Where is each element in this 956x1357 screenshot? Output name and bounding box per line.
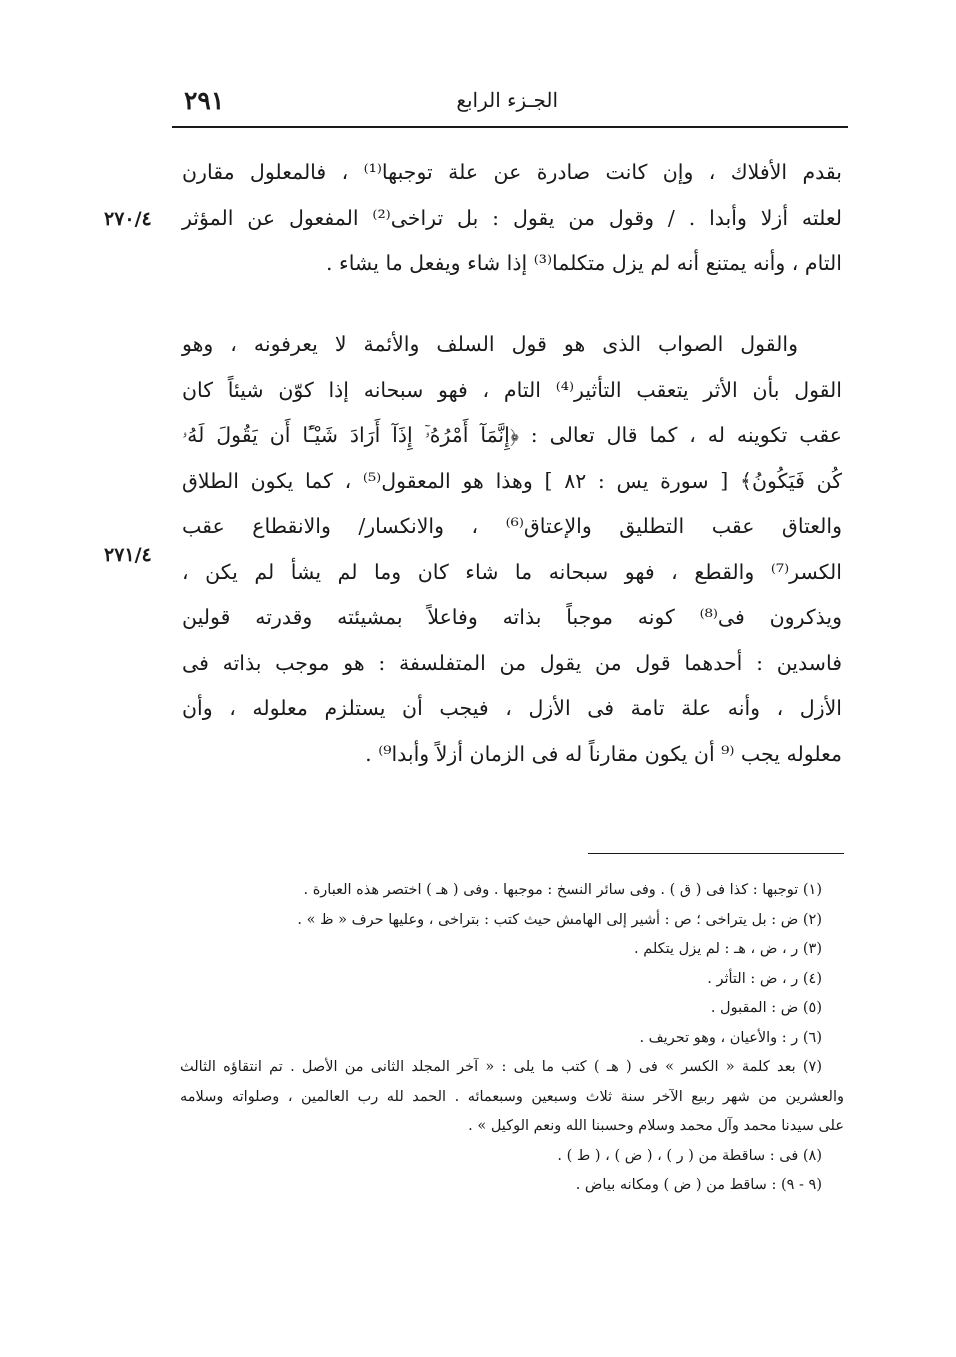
body-line: الأزل ، وأنه علة تامة فى الأزل ، فيجب أن يستلزم معلوله ، وأن [182, 696, 842, 720]
page-header [172, 78, 848, 128]
body-line: القول بأن الأثر يتعقب التأثير⁽⁴⁾ التام ، فهو سبحانه إذا كوّن شيئاً كان [182, 377, 842, 402]
footnote-separator [588, 853, 844, 854]
margin-reference: ٢٧١/٤ [104, 544, 152, 566]
body-line: معلوله يجب ⁽⁹ أن يكون مقارناً له فى الزمان أزلاً وأبدا⁹⁾ . [365, 741, 842, 766]
footnote: (٧) بعد كلمة « الكسر » فى ( هـ ) كتب ما يلى : « آخر المجلد الثانى من الأصل . تم انتقاؤه الثالث [180, 1059, 822, 1075]
footnote: (١) توجبها : كذا فى ( ق ) . وفى سائر النسخ : موجبها . وفى ( هـ ) اختصر هذه العبارة . [303, 882, 822, 898]
body-line: ويذكرون فى⁽⁸⁾ كونه موجباً بذاته وفاعلاً بمشيئته وقدرته قولين [182, 605, 843, 629]
page-number: ٢٩١ [184, 86, 225, 115]
footnote: (٢) ض : بل يتراخى ؛ ص : أشير إلى الهامش حيث كتب : بتراخى ، وعليها حرف « ظ » . [297, 911, 822, 928]
footnotes [180, 876, 844, 1201]
footnote: (٦) ر : والأعيان ، وهو تحريف . [639, 1029, 822, 1046]
body-line: بقدم الأفلاك ، وإن كانت صادرة عن علة توجبها⁽¹⁾ ، فالمعلول مقارن [182, 160, 842, 184]
margin-reference: ٢٧٠/٤ [104, 208, 152, 230]
body-line: الكسر⁽⁷⁾ والقطع ، فهو سبحانه ما شاء كان وما لم يشأ لم يكن ، [182, 559, 842, 584]
footnote: (٤) ر ، ض : التأثر . [707, 970, 822, 987]
body-line: والقول الصواب الذى هو قول السلف والأئمة لا يعرفونه ، وهو [182, 332, 798, 356]
footnote-continuation: على سيدنا محمد وآل محمد وسلام وحسبنا الله ونعم الوكيل » . [468, 1118, 844, 1134]
body-line: عقب تكوينه له ، كما قال تعالى : ﴿إِنَّمَآ أَمْرُهُۥٓ إِذَآ أَرَادَ شَيْـًٔا أَن يَقُولَ لَهُۥ [182, 423, 842, 447]
footnote: (٣) ر ، ض ، هـ : لم يزل يتكلم . [633, 941, 822, 957]
body-line: فاسدين : أحدهما قول من يقول من المتفلسفة : هو موجب بذاته فى [182, 650, 842, 675]
paragraph-2 [182, 322, 842, 777]
footnote-continuation: والعشرين من شهر ربيع الآخر سنة ثلاث وسبعين وسبعمائه . الحمد لله رب العالمين ، وصلواته وسلامه [180, 1088, 844, 1105]
body-line: التام ، وأنه يمتنع أنه لم يزل متكلما⁽³⁾ إذا شاء ويفعل ما يشاء . [326, 251, 842, 275]
footnote: (٥) ض : المقبول . [710, 1000, 822, 1016]
body-line: والعتاق عقب التطليق والإعتاق⁽⁶⁾ ، والانكسار/ والانقطاع عقب [182, 514, 842, 538]
paragraph-1 [182, 150, 842, 287]
running-title: الجـزء الرابع [456, 88, 558, 112]
footnote: (٨) فى : ساقطة من ( ر ) ، ( ض ) ، ( ط ) . [557, 1147, 822, 1164]
body-line: كُن فَيَكُونُ﴾ [ سورة يس : ٨٢ ] وهذا هو المعقول⁽⁵⁾ ، كما يكون الطلاق [182, 468, 842, 493]
body-line: لعلته أزلا وأبدا . / وقول من يقول : بل تراخى⁽²⁾ المفعول عن المؤثر [182, 205, 842, 230]
footnote: (٩ - ٩) : ساقط من ( ض ) ومكانه بياض . [575, 1177, 822, 1193]
